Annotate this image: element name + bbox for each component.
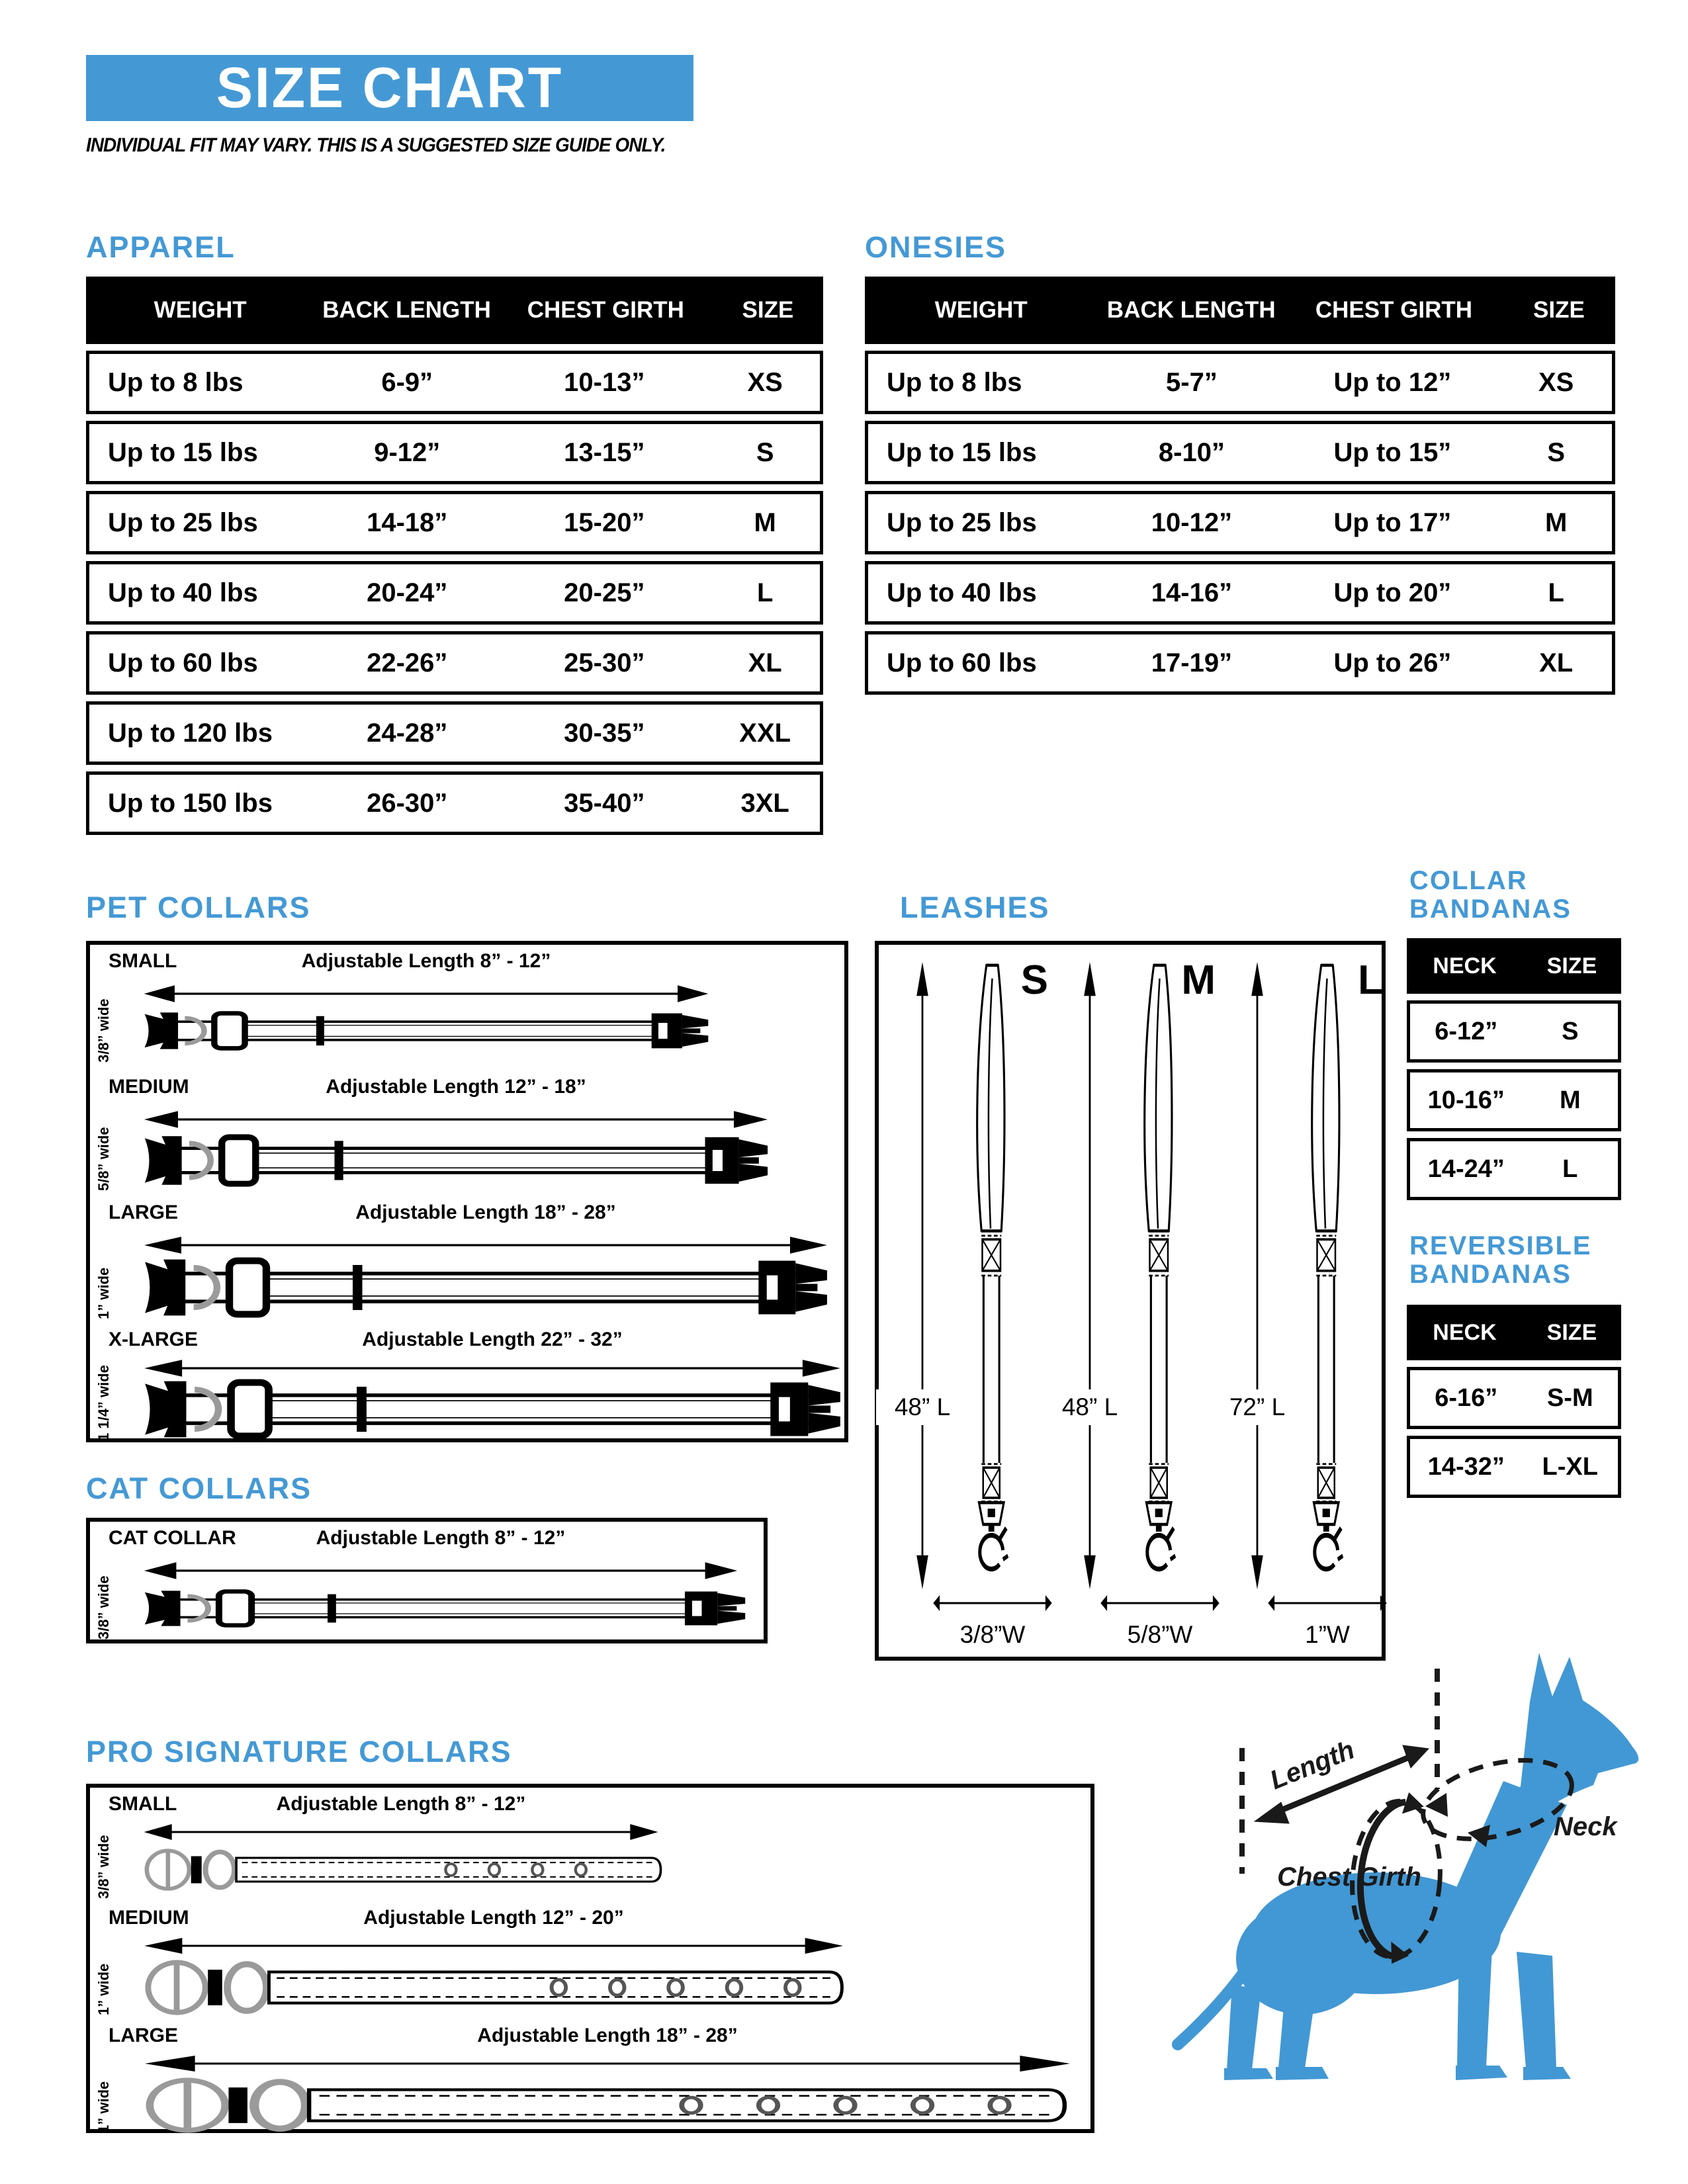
tagline: INDIVIDUAL FIT MAY VARY. THIS IS A SUGGESTED SIZE GUIDE ONLY. bbox=[86, 134, 666, 156]
width-arrow bbox=[1100, 1593, 1220, 1613]
buckle-belt-collar-icon bbox=[143, 1849, 672, 1891]
collar-size-label: SMALL bbox=[109, 950, 177, 972]
table-row bbox=[86, 771, 823, 835]
length-arrow bbox=[1082, 961, 1098, 1591]
collar-ring-icon bbox=[254, 2082, 306, 2129]
table-row bbox=[1407, 1367, 1621, 1429]
collar-row-large bbox=[90, 1196, 844, 1323]
length-arrow bbox=[143, 1358, 842, 1379]
double-arrow-vertical-icon bbox=[914, 961, 930, 1591]
back-length-cell: 9-12” bbox=[374, 437, 441, 467]
leash-column-m bbox=[1053, 950, 1216, 1655]
col-neck: NECK bbox=[1433, 953, 1497, 979]
width-label: 1” wide bbox=[95, 1963, 112, 2015]
collar-size-label: CAT COLLAR bbox=[109, 1527, 236, 1549]
double-arrow-horizontal-icon bbox=[143, 1560, 738, 1581]
back-length-cell: 24-28” bbox=[367, 718, 448, 748]
width-label: 1” wide bbox=[95, 2081, 112, 2133]
back-length-cell: 6-9” bbox=[381, 367, 433, 397]
keeper-icon bbox=[328, 1594, 336, 1623]
collar-drawing bbox=[143, 1134, 769, 1187]
collar-row-xlarge bbox=[90, 1323, 844, 1442]
pro-signature-collars-heading: PRO SIGNATURE COLLARS bbox=[86, 1735, 512, 1769]
pet-collars-heading: PET COLLARS bbox=[86, 891, 311, 924]
chest-girth-cell: Up to 12” bbox=[1333, 367, 1452, 397]
col-neck: NECK bbox=[1433, 1319, 1497, 1345]
chest-girth-cell: 25-30” bbox=[564, 648, 645, 677]
onesies-table bbox=[865, 277, 1615, 695]
table-row bbox=[865, 631, 1615, 695]
double-arrow-vertical-icon bbox=[1082, 961, 1098, 1591]
collar-drawing bbox=[143, 1589, 746, 1628]
table-row bbox=[1407, 1138, 1621, 1200]
buckle-female-icon bbox=[145, 1260, 185, 1316]
page-title: SIZE CHART bbox=[216, 56, 564, 120]
pro-collar-row-small bbox=[90, 1788, 1090, 1901]
pro-signature-collars-box bbox=[86, 1784, 1094, 2133]
collar-bandanas-heading bbox=[1409, 867, 1572, 924]
size-cell: L bbox=[1548, 578, 1564, 607]
collar-size-label: LARGE bbox=[109, 2025, 178, 2046]
back-length-cell: 22-26” bbox=[367, 648, 448, 677]
adjustable-length-label: Adjustable Length 8” - 12” bbox=[276, 1793, 526, 1815]
neck-cell: 10-16” bbox=[1427, 1086, 1505, 1114]
size-cell: L-XL bbox=[1542, 1452, 1598, 1481]
length-arrow bbox=[143, 1109, 769, 1130]
double-arrow-vertical-icon bbox=[1249, 961, 1265, 1591]
heading-line: COLLAR bbox=[1409, 866, 1528, 895]
title-banner bbox=[86, 55, 693, 121]
weight-cell: Up to 120 lbs bbox=[108, 718, 273, 748]
chest-girth-cell: 15-20” bbox=[564, 507, 645, 537]
neck-cell: 6-12” bbox=[1435, 1017, 1498, 1045]
leash-length-label: 72” L bbox=[1211, 1389, 1304, 1425]
col-back-length: BACK LENGTH bbox=[322, 297, 491, 323]
double-arrow-horizontal-icon bbox=[143, 2054, 1072, 2074]
collar-size-label: MEDIUM bbox=[109, 1907, 189, 1929]
slider-icon bbox=[230, 1261, 267, 1315]
bandana-header-row bbox=[1407, 938, 1621, 994]
neck-cell: 14-24” bbox=[1427, 1155, 1505, 1183]
size-cell: S-M bbox=[1546, 1383, 1593, 1412]
adjustable-length-label: Adjustable Length 12” - 20” bbox=[363, 1907, 624, 1929]
weight-cell: Up to 60 lbs bbox=[108, 648, 258, 677]
snap-hook-icon bbox=[1310, 1503, 1343, 1576]
width-label: 3/8” wide bbox=[95, 1835, 112, 1899]
table-row bbox=[1407, 1000, 1621, 1063]
col-size: SIZE bbox=[1533, 297, 1585, 323]
slider-icon bbox=[231, 1383, 269, 1436]
chest-girth-label: Chest Girth bbox=[1277, 1862, 1421, 1892]
table-row bbox=[865, 421, 1615, 484]
size-cell: XS bbox=[1538, 367, 1574, 397]
width-label: 5/8” wide bbox=[95, 1127, 112, 1191]
table-row bbox=[86, 421, 823, 484]
length-arrow bbox=[143, 1936, 844, 1956]
double-arrow-horizontal-icon bbox=[143, 1109, 769, 1130]
length-arrow bbox=[143, 2054, 1072, 2074]
collar-drawing bbox=[143, 1011, 709, 1051]
table-row bbox=[86, 351, 823, 414]
chest-girth-cell: 13-15” bbox=[564, 437, 645, 467]
leash-drawing bbox=[1108, 958, 1208, 1580]
col-chest-girth: CHEST GIRTH bbox=[527, 297, 684, 323]
back-length-cell: 14-18” bbox=[367, 507, 448, 537]
col-weight: WEIGHT bbox=[934, 297, 1028, 323]
length-arrow bbox=[143, 1822, 659, 1842]
double-arrow-horizontal-icon bbox=[143, 983, 709, 1004]
size-cell: M bbox=[1559, 1086, 1581, 1114]
adjustable-length-label: Adjustable Length 18” - 28” bbox=[477, 2025, 738, 2046]
belt-collar-drawing bbox=[143, 2077, 1085, 2133]
pro-collar-row-large bbox=[90, 2019, 1090, 2136]
apparel-table bbox=[86, 277, 823, 835]
side-release-collar-icon bbox=[143, 1011, 709, 1051]
size-cell: S bbox=[756, 437, 774, 467]
adjustable-length-label: Adjustable Length 18” - 28” bbox=[355, 1201, 616, 1223]
side-release-collar-icon bbox=[143, 1589, 746, 1628]
keeper-icon bbox=[353, 1265, 363, 1310]
chest-girth-cell: 30-35” bbox=[564, 718, 645, 748]
dog-measurement-diagram bbox=[1158, 1614, 1688, 2184]
size-cell: 3XL bbox=[740, 788, 789, 818]
collar-row-cat bbox=[90, 1522, 764, 1646]
adjustable-length-label: Adjustable Length 22” - 32” bbox=[362, 1329, 623, 1350]
cat-collars-heading: CAT COLLARS bbox=[86, 1471, 312, 1505]
width-label: 1” wide bbox=[95, 1267, 112, 1319]
buckle-female-icon bbox=[145, 1381, 186, 1438]
double-arrow-horizontal-icon bbox=[143, 1936, 844, 1956]
apparel-heading: APPAREL bbox=[86, 230, 236, 264]
leash-width-label: 1”W bbox=[1305, 1621, 1350, 1648]
size-cell: XS bbox=[747, 367, 783, 397]
pet-collars-box bbox=[86, 941, 848, 1442]
col-weight: WEIGHT bbox=[154, 297, 247, 323]
length-label: Length bbox=[1266, 1735, 1359, 1796]
length-arrow bbox=[143, 983, 709, 1004]
col-chest-girth: CHEST GIRTH bbox=[1315, 297, 1473, 323]
double-arrow-horizontal-icon bbox=[1268, 1593, 1387, 1613]
chest-girth-cell: Up to 20” bbox=[1333, 578, 1452, 607]
collar-drawing bbox=[143, 1257, 828, 1318]
double-arrow-horizontal-icon bbox=[933, 1593, 1052, 1613]
collar-ring-icon bbox=[206, 1852, 235, 1888]
table-row bbox=[1407, 1436, 1621, 1498]
col-size: SIZE bbox=[1546, 1319, 1597, 1345]
leashes-heading: LEASHES bbox=[900, 891, 1050, 924]
chest-girth-cell: Up to 17” bbox=[1333, 507, 1452, 537]
back-length-cell: 26-30” bbox=[367, 788, 448, 818]
leash-column-s bbox=[885, 950, 1048, 1655]
table-row bbox=[865, 351, 1615, 414]
table-row bbox=[865, 561, 1615, 625]
leash-drawing bbox=[941, 958, 1040, 1580]
buckle-belt-collar-icon bbox=[143, 1960, 858, 2015]
chest-girth-cell: Up to 26” bbox=[1333, 648, 1452, 677]
buckle-belt-collar-icon bbox=[143, 2077, 1085, 2133]
reversible-bandanas-table bbox=[1407, 1305, 1621, 1498]
width-arrow bbox=[1268, 1593, 1387, 1613]
neck-cell: 14-32” bbox=[1427, 1452, 1505, 1481]
col-back-length: BACK LENGTH bbox=[1106, 297, 1276, 323]
apparel-header-row bbox=[86, 277, 823, 344]
leash-icon bbox=[1276, 958, 1375, 1580]
size-cell: S bbox=[1547, 437, 1566, 467]
neck-cell: 6-16” bbox=[1435, 1383, 1498, 1412]
buckle-female-icon bbox=[145, 1136, 182, 1185]
size-cell: L bbox=[1562, 1155, 1578, 1183]
weight-cell: Up to 25 lbs bbox=[887, 507, 1037, 537]
onesies-heading: ONESIES bbox=[865, 230, 1007, 264]
leash-length-label: 48” L bbox=[876, 1389, 969, 1425]
size-cell: L bbox=[756, 578, 774, 607]
weight-cell: Up to 60 lbs bbox=[887, 648, 1037, 677]
keeper-icon bbox=[357, 1387, 367, 1432]
length-arrow bbox=[143, 1560, 738, 1581]
collar-drawing bbox=[143, 1379, 842, 1440]
leash-size-label: S bbox=[1020, 957, 1048, 1003]
length-arrow bbox=[1249, 961, 1265, 1591]
heading-line: BANDANAS bbox=[1409, 895, 1572, 924]
snap-hook-icon bbox=[1143, 1503, 1176, 1576]
adjustable-length-label: Adjustable Length 12” - 18” bbox=[326, 1076, 586, 1098]
leash-drawing bbox=[1276, 958, 1375, 1580]
width-label: 3/8” wide bbox=[95, 998, 112, 1063]
width-label: 1 1/4” wide bbox=[95, 1365, 112, 1441]
reversible-bandanas-heading bbox=[1409, 1232, 1592, 1289]
collar-row-small bbox=[90, 945, 844, 1070]
back-length-cell: 8-10” bbox=[1158, 437, 1225, 467]
belt-collar-drawing bbox=[143, 1960, 858, 2015]
weight-cell: Up to 150 lbs bbox=[108, 788, 273, 818]
table-row bbox=[865, 491, 1615, 554]
length-arrow bbox=[914, 961, 930, 1591]
table-row bbox=[86, 491, 823, 554]
collar-size-label: LARGE bbox=[109, 1201, 178, 1223]
weight-cell: Up to 8 lbs bbox=[108, 367, 244, 397]
buckle-male-icon bbox=[770, 1383, 840, 1436]
back-length-cell: 5-7” bbox=[1166, 367, 1218, 397]
collar-bandanas-table bbox=[1407, 938, 1621, 1200]
chest-girth-cell: 35-40” bbox=[564, 788, 645, 818]
chest-girth-cell: Up to 15” bbox=[1333, 437, 1452, 467]
collar-size-label: X-LARGE bbox=[109, 1329, 198, 1350]
weight-cell: Up to 40 lbs bbox=[108, 578, 258, 607]
back-length-cell: 10-12” bbox=[1151, 507, 1233, 537]
keeper-icon bbox=[316, 1016, 324, 1045]
double-arrow-horizontal-icon bbox=[143, 1235, 828, 1256]
table-row bbox=[86, 561, 823, 625]
back-length-cell: 20-24” bbox=[367, 578, 448, 607]
weight-cell: Up to 8 lbs bbox=[887, 367, 1022, 397]
cat-collars-box bbox=[86, 1518, 768, 1643]
size-cell: S bbox=[1562, 1017, 1579, 1045]
collar-ring-icon bbox=[228, 1964, 267, 2011]
onesies-header-row bbox=[865, 277, 1615, 344]
adjustable-length-label: Adjustable Length 8” - 12” bbox=[301, 950, 551, 972]
buckle-male-icon bbox=[685, 1591, 745, 1625]
double-arrow-horizontal-icon bbox=[143, 1358, 842, 1379]
size-cell: M bbox=[754, 507, 776, 537]
length-arrow bbox=[143, 1235, 828, 1256]
side-release-collar-icon bbox=[143, 1379, 842, 1440]
leash-icon bbox=[1108, 958, 1208, 1580]
keeper-icon bbox=[334, 1141, 343, 1180]
adjustable-length-label: Adjustable Length 8” - 12” bbox=[316, 1527, 566, 1549]
weight-cell: Up to 25 lbs bbox=[108, 507, 258, 537]
side-release-collar-icon bbox=[143, 1134, 769, 1187]
leash-width-label: 5/8”W bbox=[1127, 1621, 1193, 1648]
heading-line: BANDANAS bbox=[1409, 1260, 1572, 1289]
size-cell: M bbox=[1545, 507, 1568, 537]
width-arrow bbox=[933, 1593, 1052, 1613]
side-release-collar-icon bbox=[143, 1257, 828, 1318]
leash-width-label: 3/8”W bbox=[959, 1621, 1026, 1648]
buckle-female-icon bbox=[145, 1012, 179, 1049]
back-length-cell: 14-16” bbox=[1151, 578, 1233, 607]
table-row bbox=[86, 701, 823, 765]
leash-column-l bbox=[1220, 950, 1383, 1655]
buckle-male-icon bbox=[758, 1261, 827, 1315]
weight-cell: Up to 40 lbs bbox=[887, 578, 1037, 607]
buckle-male-icon bbox=[652, 1014, 709, 1049]
collar-row-medium bbox=[90, 1070, 844, 1196]
collar-size-label: MEDIUM bbox=[109, 1076, 189, 1098]
heading-line: REVERSIBLE bbox=[1409, 1231, 1592, 1260]
belt-collar-drawing bbox=[143, 1849, 672, 1891]
snap-hook-icon bbox=[975, 1503, 1008, 1576]
buckle-male-icon bbox=[705, 1137, 768, 1184]
slider-icon bbox=[214, 1014, 245, 1049]
leashes-box bbox=[875, 941, 1386, 1661]
leash-icon bbox=[941, 958, 1040, 1580]
chest-girth-cell: 20-25” bbox=[564, 578, 645, 607]
leash-size-label: L bbox=[1358, 957, 1383, 1003]
leash-size-label: M bbox=[1181, 957, 1216, 1003]
buckle-female-icon bbox=[145, 1591, 181, 1626]
col-size: SIZE bbox=[1546, 953, 1597, 979]
size-cell: XL bbox=[748, 648, 782, 677]
pro-collar-row-medium bbox=[90, 1901, 1090, 2019]
size-cell: XL bbox=[1539, 648, 1574, 677]
weight-cell: Up to 15 lbs bbox=[887, 437, 1037, 467]
table-row bbox=[86, 631, 823, 695]
collar-size-label: SMALL bbox=[109, 1793, 177, 1815]
width-label: 3/8” wide bbox=[95, 1575, 112, 1639]
double-arrow-horizontal-icon bbox=[143, 1822, 659, 1842]
weight-cell: Up to 15 lbs bbox=[108, 437, 258, 467]
chest-girth-cell: 10-13” bbox=[564, 367, 645, 397]
col-size: SIZE bbox=[742, 297, 794, 323]
bandana-header-row bbox=[1407, 1305, 1621, 1360]
leash-length-label: 48” L bbox=[1044, 1389, 1136, 1425]
table-row bbox=[1407, 1069, 1621, 1131]
slider-icon bbox=[222, 1137, 255, 1184]
back-length-cell: 17-19” bbox=[1151, 648, 1233, 677]
slider-icon bbox=[219, 1591, 251, 1625]
double-arrow-horizontal-icon bbox=[1100, 1593, 1220, 1613]
neck-label: Neck bbox=[1554, 1812, 1617, 1841]
size-cell: XXL bbox=[739, 718, 791, 748]
